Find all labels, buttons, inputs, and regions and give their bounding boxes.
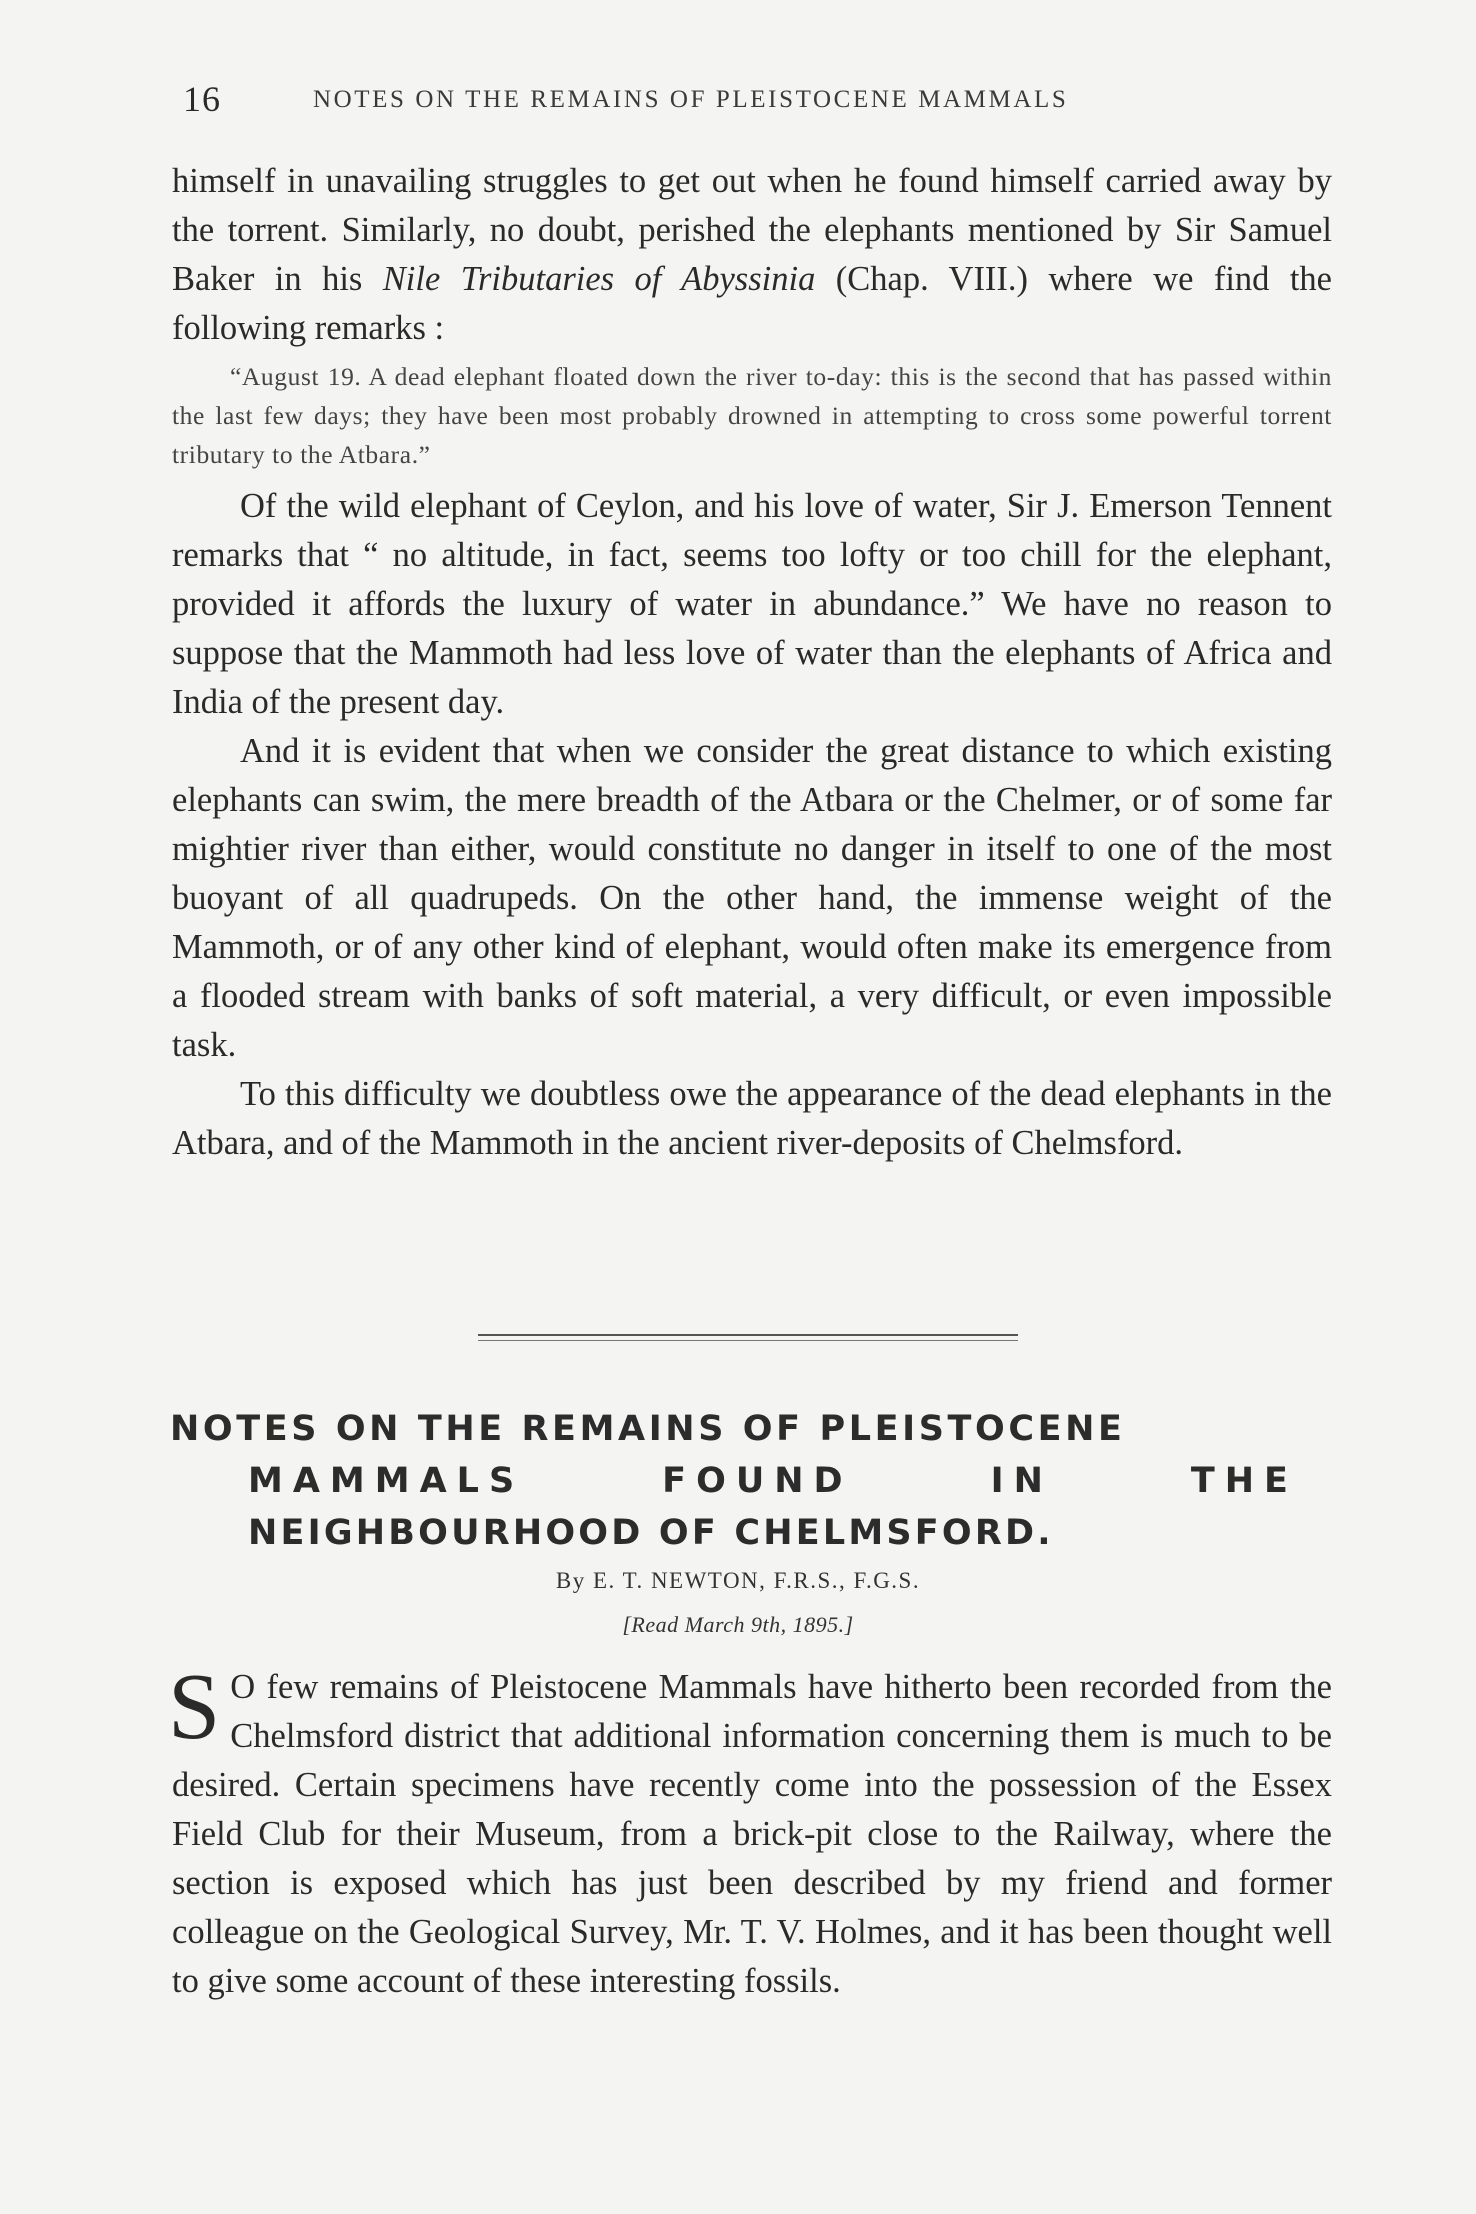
paragraph-difficulty: To this difficulty we doubtless owe the appearance of the dead elephants in the Atbara, and of the Mammoth in the ancient river-deposits of Chelmsford. — [172, 1075, 1332, 1162]
article-paragraph — [168, 1655, 1332, 2006]
continued-text — [172, 157, 1332, 1168]
running-title: NOTES ON THE REMAINS OF PLEISTOCENE MAMMALS — [313, 86, 1069, 113]
title-line-3: NEIGHBOURHOOD OF CHELMSFORD. — [248, 1513, 1054, 1553]
paragraph-swim: And it is evident that when we consider the great distance to which existing elephants can swim, the mere breadth of the Atbara or the Chelmer, or of some far mightier river than either, would constitute no danger in itself to one of the most buoyant of all quadrupeds. On the other hand, the immense weight of the Mammoth, or of any other kind of elephant, would often make its emergence from a flooded stream with banks of soft material, a very difficult, or even impossible task. — [172, 732, 1332, 1064]
paragraph-ceylon: Of the wild elephant of Ceylon, and his love of water, Sir J. Emerson Tennent remarks that “ no altitude, in fact, seems too lofty or too chill for the elephant, provided it affords the luxury of water in abundance.” We have no reason to suppose that the Mammoth had less love of water than the elephants of Africa and India of the present day. — [172, 487, 1332, 721]
drop-cap: S — [168, 1655, 221, 1759]
page-number: 16 — [183, 79, 221, 119]
title-word: THE — [1190, 1461, 1298, 1501]
running-head — [183, 78, 1203, 128]
section-divider — [478, 1334, 1018, 1341]
p1-text-before: himself in unavailing struggles to get out when he found himself carried away by the torrent. Similarly, no doubt, perished the elephants mentioned by Sir Samuel Baker in his — [172, 162, 1332, 298]
title-word: IN — [990, 1461, 1053, 1501]
title-line-2 — [170, 1455, 1298, 1507]
p1-text-after: (Chap. VIII.) where we find the following remarks : — [172, 260, 1332, 347]
book-title-italic: Nile Tributaries of Abyssinia — [382, 260, 816, 298]
title-word: FOUND — [662, 1461, 853, 1501]
byline: By E. T. NEWTON, F.R.S., F.G.S. — [555, 1568, 921, 1593]
article-title — [170, 1403, 1320, 1559]
article-paragraph-text: O few remains of Pleistocene Mammals have hitherto been recorded from the Chelmsford district that additional information concerning them is much to be desired. Certain specimens have recently come into the possession of the Essex Field Club for their Museum, from a brick-pit close to the Railway, where the section is exposed which has just been described by my friend and former colleague on the Geological Survey, Mr. T. V. Holmes, and it has been thought well to give some account of these interesting fossils. — [172, 1668, 1332, 2000]
paragraph-carry-over — [172, 157, 1332, 353]
read-date: [Read March 9th, 1895.] — [622, 1612, 854, 1637]
title-word: MAMMALS — [248, 1461, 525, 1501]
article-body — [168, 1655, 1332, 2006]
title-line-1: NOTES ON THE REMAINS OF PLEISTOCENE — [170, 1409, 1126, 1449]
quote-text: “August 19. A dead elephant floated down the river to-day: this is the second that has passed within the last few days; they have been most probably drowned in attempting to cross some powerful torrent tributary to the Atbara.” — [172, 362, 1332, 469]
block-quote — [172, 357, 1332, 474]
